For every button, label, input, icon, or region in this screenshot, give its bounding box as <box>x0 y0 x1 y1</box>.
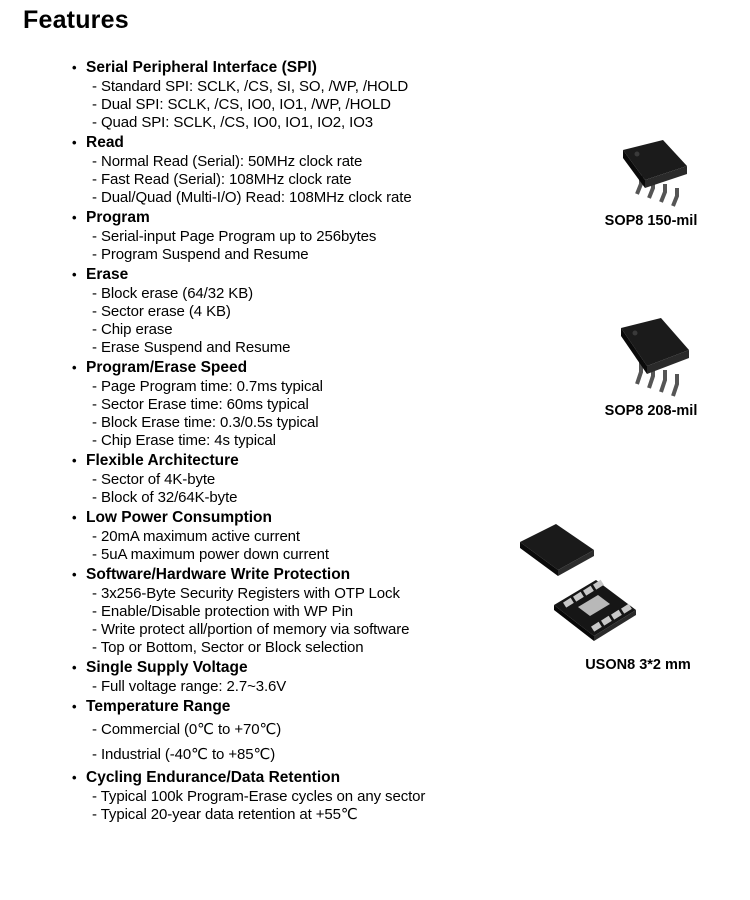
feature-item: - Block erase (64/32 KB) <box>92 285 254 302</box>
feature-item: - Chip Erase time: 4s typical <box>92 432 276 449</box>
package-label: SOP8 150-mil <box>604 213 698 229</box>
bullet-icon: • <box>72 267 77 282</box>
feature-item: - Serial-input Page Program up to 256bytes <box>92 228 377 245</box>
feature-item: - Page Program time: 0.7ms typical <box>92 378 323 395</box>
feature-item: - Write protect all/portion of memory via software <box>92 621 410 638</box>
feature-item: - Sector of 4K-byte <box>92 471 216 488</box>
feature-item: - Sector Erase time: 60ms typical <box>92 396 309 413</box>
section-heading <box>72 697 512 717</box>
section-heading <box>72 565 512 585</box>
section-heading <box>72 133 512 153</box>
feature-item: - Sector erase (4 KB) <box>92 303 231 320</box>
feature-item: - Industrial (-40℃ to +85℃) <box>92 746 276 763</box>
feature-list <box>72 57 512 824</box>
section-heading-text: Single Supply Voltage <box>86 659 248 676</box>
feature-item: - Enable/Disable protection with WP Pin <box>92 603 353 620</box>
feature-item: - Normal Read (Serial): 50MHz clock rate <box>92 153 363 170</box>
package-sop8-208 <box>586 316 716 419</box>
feature-item: - Dual/Quad (Multi-I/O) Read: 108MHz clock rate <box>92 189 412 206</box>
page-title: Features <box>23 6 129 34</box>
section-heading-text: Serial Peripheral Interface (SPI) <box>86 59 317 76</box>
bullet-icon: • <box>72 135 77 150</box>
feature-item: - Standard SPI: SCLK, /CS, SI, SO, /WP, /HOLD <box>92 78 409 95</box>
bullet-icon: • <box>72 453 77 468</box>
section-heading-text: Temperature Range <box>86 698 231 715</box>
section-heading-text: Program <box>86 209 150 226</box>
feature-item: - 5uA maximum power down current <box>92 546 329 563</box>
section-heading <box>72 208 512 228</box>
feature-item: - Quad SPI: SCLK, /CS, IO0, IO1, IO2, IO3 <box>92 114 374 131</box>
feature-item: - 3x256-Byte Security Registers with OTP Lock <box>92 585 400 602</box>
sop8-chip-icon <box>601 316 701 398</box>
feature-item: - Program Suspend and Resume <box>92 246 309 263</box>
bullet-icon: • <box>72 660 77 675</box>
package-uson8 <box>570 657 706 673</box>
section-heading <box>72 451 512 471</box>
section-heading <box>72 508 512 528</box>
section-heading-text: Low Power Consumption <box>86 509 272 526</box>
feature-item: - Commercial (0℃ to +70℃) <box>92 721 282 738</box>
feature-item: - Erase Suspend and Resume <box>92 339 291 356</box>
uson8-chip-icon <box>512 510 642 645</box>
section-heading <box>72 768 512 788</box>
bullet-icon: • <box>72 360 77 375</box>
feature-item: - Block Erase time: 0.3/0.5s typical <box>92 414 319 431</box>
feature-item: - 20mA maximum active current <box>92 528 300 545</box>
feature-item: - Typical 100k Program-Erase cycles on any sector <box>92 788 426 805</box>
bullet-icon: • <box>72 699 77 714</box>
feature-item: - Block of 32/64K-byte <box>92 489 238 506</box>
feature-item: - Fast Read (Serial): 108MHz clock rate <box>92 171 352 188</box>
feature-item: - Top or Bottom, Sector or Block selection <box>92 639 364 656</box>
bullet-icon: • <box>72 770 77 785</box>
section-heading <box>72 658 512 678</box>
section-heading <box>72 58 512 78</box>
feature-item: - Dual SPI: SCLK, /CS, IO0, IO1, /WP, /HOLD <box>92 96 391 113</box>
feature-item: - Typical 20-year data retention at +55℃ <box>92 806 358 823</box>
feature-item: - Full voltage range: 2.7~3.6V <box>92 678 287 695</box>
package-uson8-image <box>512 510 642 645</box>
bullet-icon: • <box>72 210 77 225</box>
section-heading <box>72 265 512 285</box>
section-heading <box>72 358 512 378</box>
section-heading-text: Cycling Endurance/Data Retention <box>86 769 341 786</box>
section-heading-text: Software/Hardware Write Protection <box>86 566 351 583</box>
package-label: SOP8 208-mil <box>604 403 698 419</box>
section-heading-text: Read <box>86 134 124 151</box>
package-label: USON8 3*2 mm <box>585 657 691 673</box>
feature-item: - Chip erase <box>92 321 173 338</box>
bullet-icon: • <box>72 60 77 75</box>
section-heading-text: Program/Erase Speed <box>86 359 248 376</box>
sop8-chip-icon <box>601 138 701 208</box>
bullet-icon: • <box>72 510 77 525</box>
bullet-icon: • <box>72 567 77 582</box>
section-heading-text: Erase <box>86 266 129 283</box>
section-heading-text: Flexible Architecture <box>86 452 239 469</box>
package-sop8-150 <box>586 138 716 229</box>
